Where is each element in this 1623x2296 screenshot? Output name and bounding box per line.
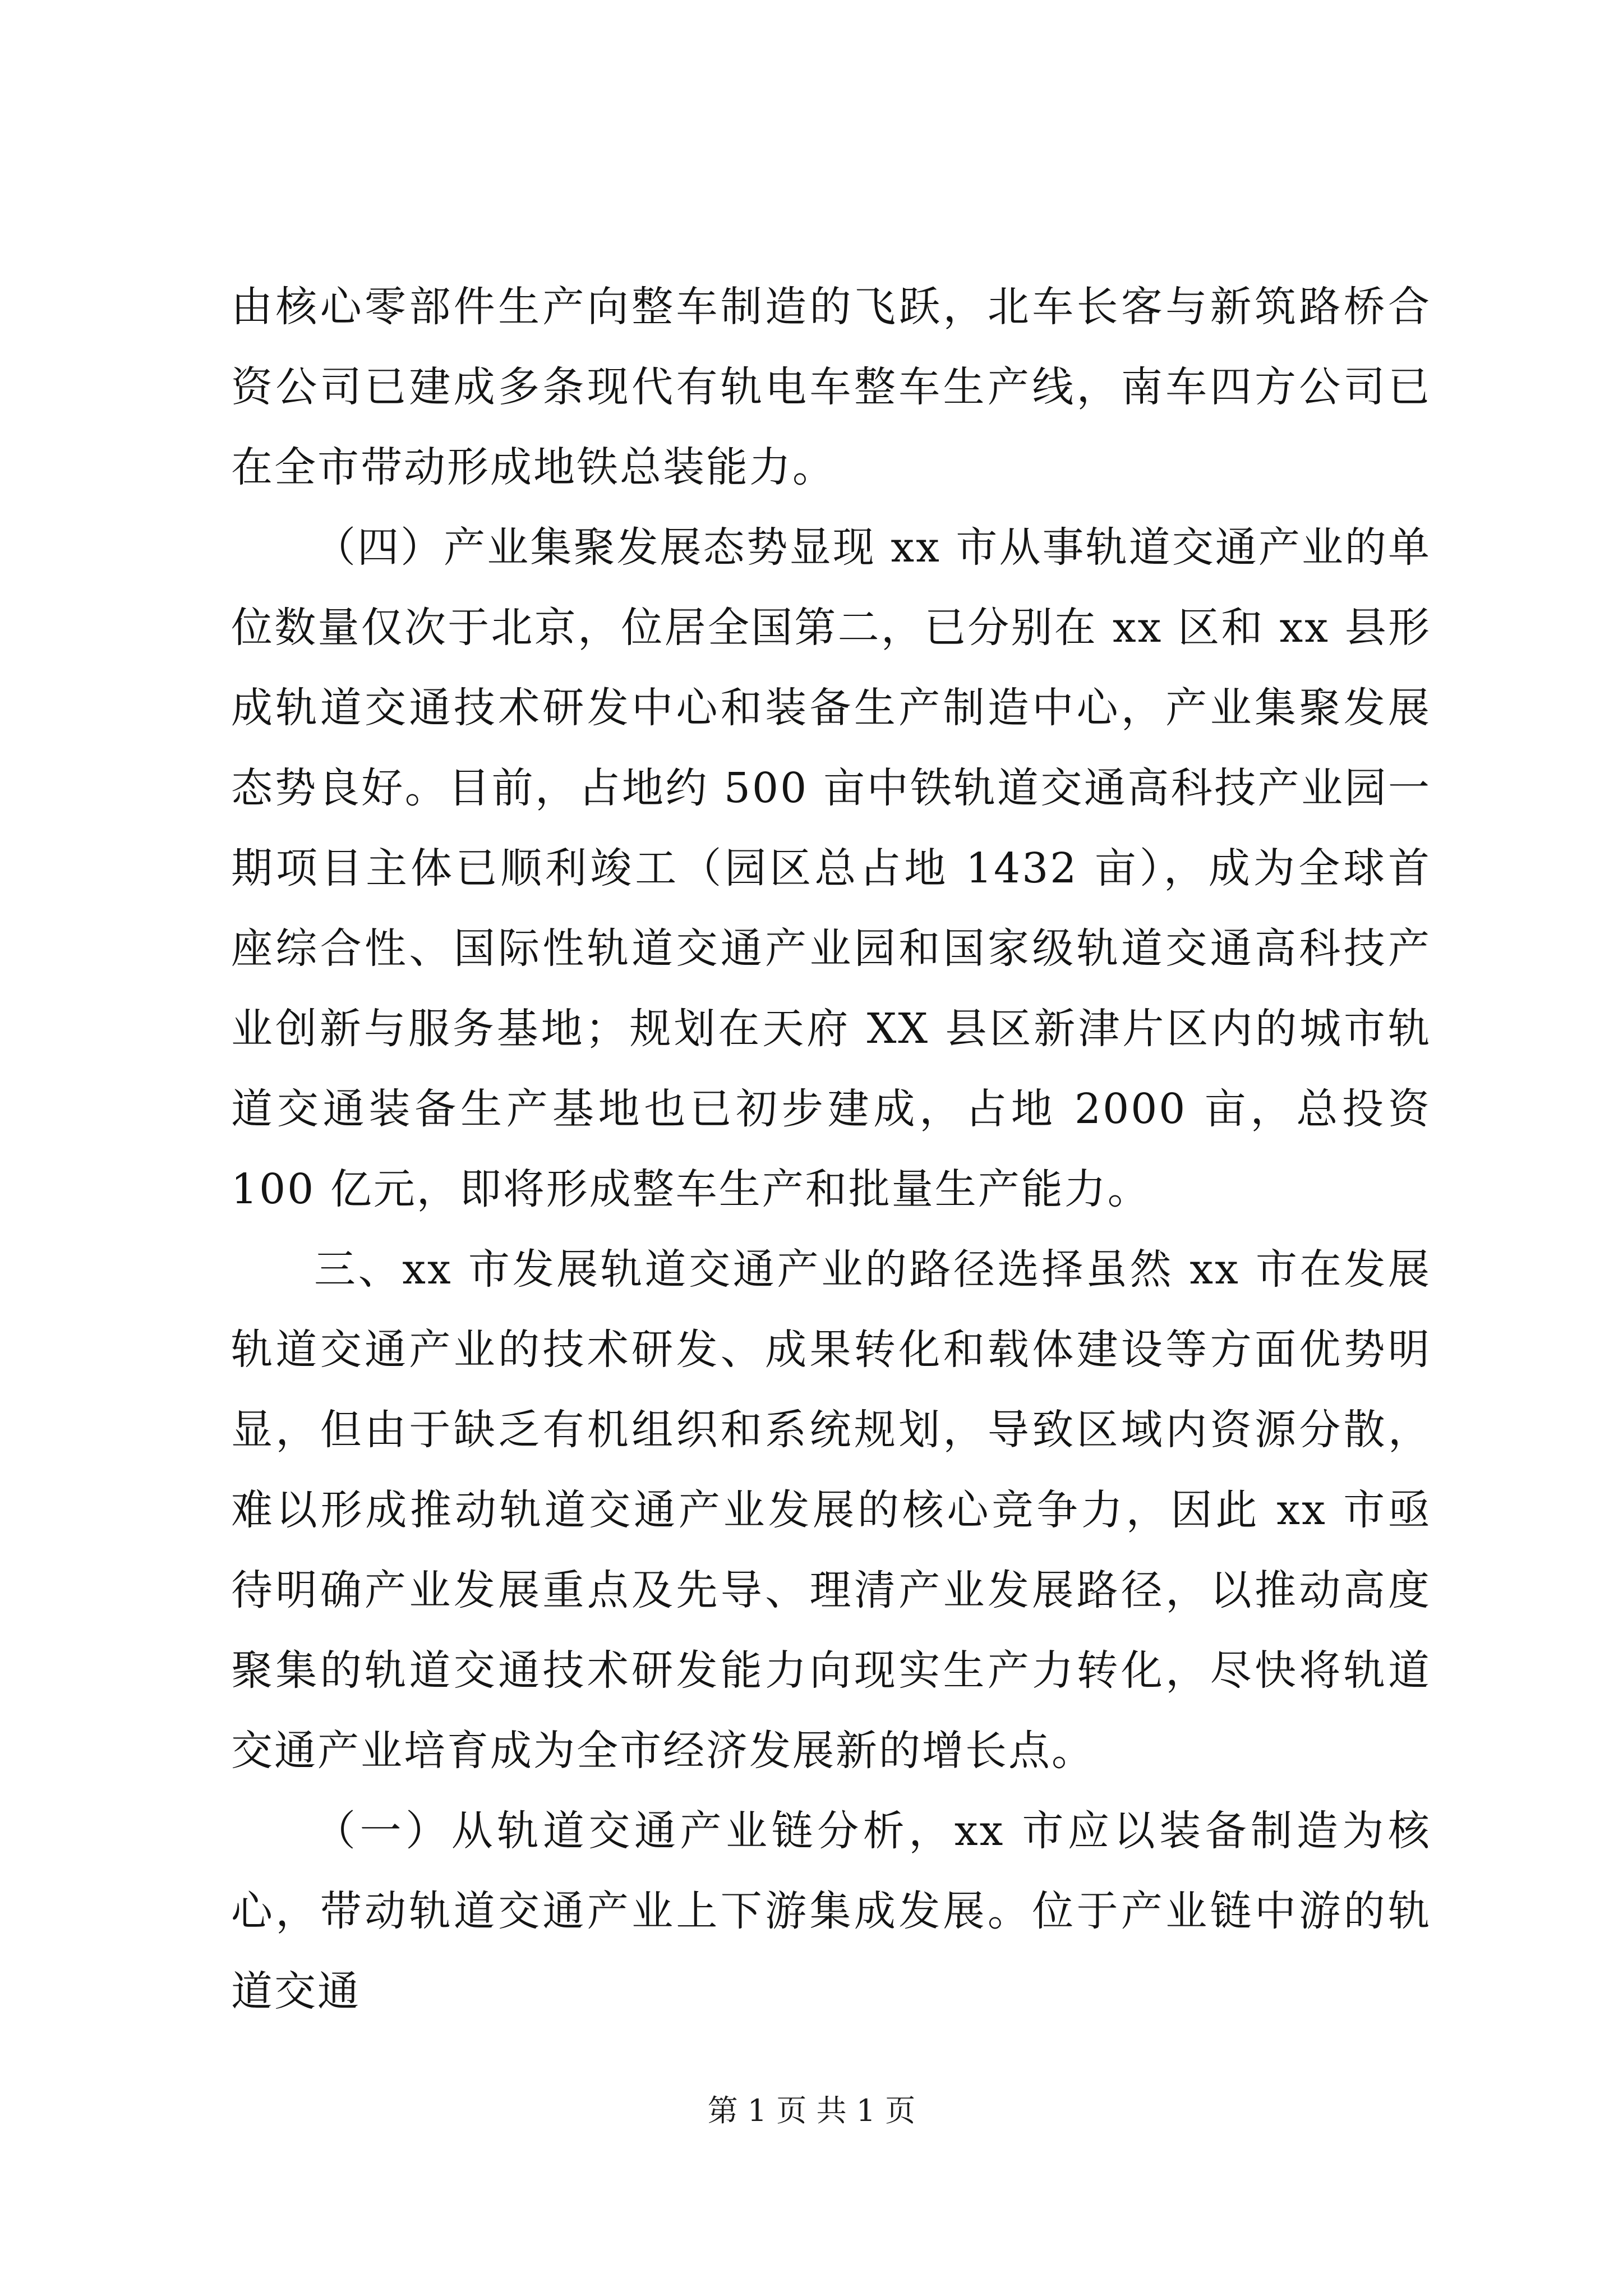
paragraph-subsection-one: （一）从轨道交通产业链分析，xx 市应以装备制造为核心，带动轨道交通产业上下游集成发展。位于产业链中游的轨道交通 [231,1807,1431,2016]
paragraph-section-four: （四）产业集聚发展态势显现 xx 市从事轨道交通产业的单位数量仅次于北京，位居全国第二，已分别在 xx 区和 xx 县形成轨道交通技术研发中心和装备生产制造中心，产业集聚发展态势良好。目前，占地约 500 亩中铁轨道交通高科技产业园一期项目主体已顺利竣工（园区总占地 1432 亩），成为全球首座综合性、国际性轨道交通产业园和国家级轨道交通高科技产业创新与服务基地；规划在天府 XX 县区新津片区内的城市轨道交通装备生产基地也已初步建成，占地 2000 亩，总投资 100 亿元，即将形成整车生产和批量生产能力。 [231,523,1431,1213]
paragraph-part-three: 三、xx 市发展轨道交通产业的路径选择虽然 xx 市在发展轨道交通产业的技术研发、成果转化和载体建设等方面优势明显，但由于缺乏有机组织和系统规划，导致区域内资源分散，难以形成推动轨道交通产业发展的核心竞争力，因此 xx 市亟待明确产业发展重点及先导、理清产业发展路径，以推动高度聚集的轨道交通技术研发能力向现实生产力转化，尽快将轨道交通产业培育成为全市经济发展新的增长点。 [231,1245,1431,1775]
document-body [231,267,1431,2032]
page-number-footer: 第 1 页 共 1 页 [707,2093,916,2128]
paragraph-continuation: 由核心零部件生产向整车制造的飞跃，北车长客与新筑路桥合资公司已建成多条现代有轨电车整车生产线，南车四方公司已在全市带动形成地铁总装能力。 [231,283,1431,491]
